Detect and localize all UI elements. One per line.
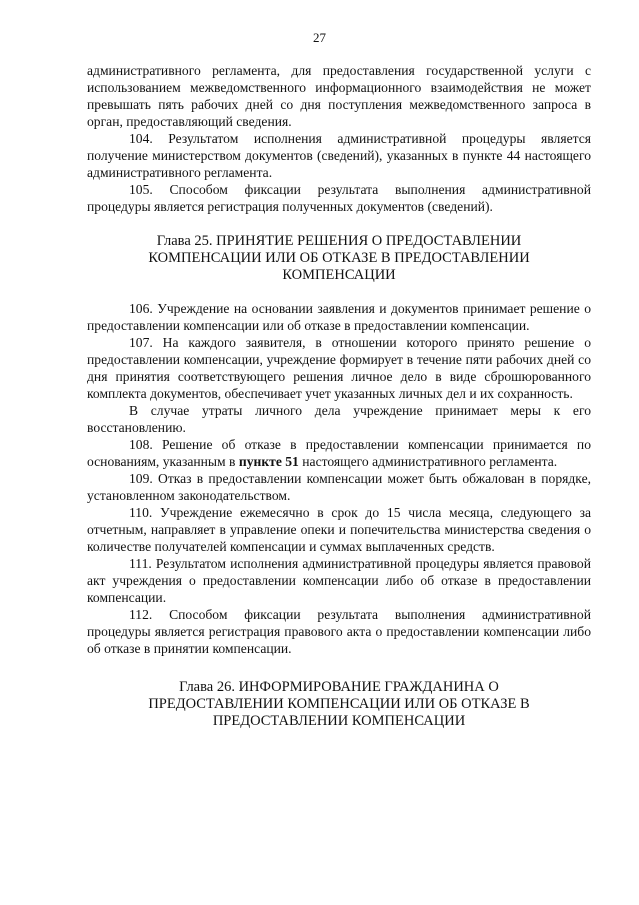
paragraph-108-bold-ref: пункте 51 bbox=[238, 454, 299, 469]
chapter-26-line-1: Глава 26. ИНФОРМИРОВАНИЕ ГРАЖДАНИНА О bbox=[179, 679, 499, 695]
paragraph-108-text-b: настоящего административного регламента. bbox=[298, 454, 558, 469]
paragraph-108-text-a: 108. Решение об отказе в предоставлении компенсации принимается по основаниям, указанным в bbox=[87, 437, 591, 469]
paragraph-107-continued: В случае утраты личного дела учреждение принимает меры к его восстановлению. bbox=[87, 403, 591, 435]
paragraph-104: 104. Результатом исполнения административной процедуры является получение министерством документов (сведений), указанных в пункте 44 настоящего административного регламента. bbox=[87, 131, 591, 180]
paragraph-110: 110. Учреждение ежемесячно в срок до 15 числа месяца, следующего за отчетным, направляет в управление опеки и попечительства министерства сведения о количестве получателей компенсации и суммах выплаченных средств. bbox=[87, 505, 591, 554]
chapter-26-heading bbox=[117, 679, 561, 730]
paragraph-107: 107. На каждого заявителя, в отношении которого принято решение о предоставлении компенсации, учреждение формирует в течение пяти рабочих дней со дня принятия соответствующего решения личное дело в виде сброшюрованного комплекта документов, обеспечивает учет указанных личных дел и их сохранность. bbox=[87, 335, 591, 401]
document-body bbox=[87, 62, 591, 746]
paragraph-105: 105. Способом фиксации результата выполнения административной процедуры является регистрация полученных документов (сведений). bbox=[87, 182, 591, 214]
paragraph-112: 112. Способом фиксации результата выполнения административной процедуры является регистрация правового акта о предоставлении компенсации либо об отказе в принятии компенсации. bbox=[87, 607, 591, 656]
paragraph-continuation: административного регламента, для предоставления государственной услуги с использованием межведомственного информационного взаимодействия не может превышать пять рабочих дней со дня поступления межведомственного запроса в орган, предоставляющий сведения. bbox=[87, 63, 591, 129]
chapter-25-line-3: КОМПЕНСАЦИИ bbox=[282, 267, 396, 283]
chapter-25-line-2: КОМПЕНСАЦИИ ИЛИ ОБ ОТКАЗЕ В ПРЕДОСТАВЛЕНИИ bbox=[148, 250, 530, 266]
page-number: 27 bbox=[313, 30, 326, 45]
paragraph-109: 109. Отказ в предоставлении компенсации может быть обжалован в порядке, установленном законодательством. bbox=[87, 471, 591, 503]
paragraph-111: 111. Результатом исполнения административной процедуры является правовой акт учреждения о предоставлении компенсации либо об отказе в предоставлении компенсации. bbox=[87, 556, 591, 605]
chapter-26-line-3: ПРЕДОСТАВЛЕНИИ КОМПЕНСАЦИИ bbox=[212, 713, 466, 729]
chapter-25-heading bbox=[117, 233, 561, 284]
paragraph-108 bbox=[87, 436, 591, 470]
paragraph-106: 106. Учреждение на основании заявления и документов принимает решение о предоставлении компенсации или об отказе в предоставлении компенсации. bbox=[87, 301, 591, 333]
chapter-25-line-1: Глава 25. ПРИНЯТИЕ РЕШЕНИЯ О ПРЕДОСТАВЛЕНИИ bbox=[156, 233, 522, 249]
chapter-26-line-2: ПРЕДОСТАВЛЕНИИ КОМПЕНСАЦИИ ИЛИ ОБ ОТКАЗЕ В bbox=[148, 696, 530, 712]
